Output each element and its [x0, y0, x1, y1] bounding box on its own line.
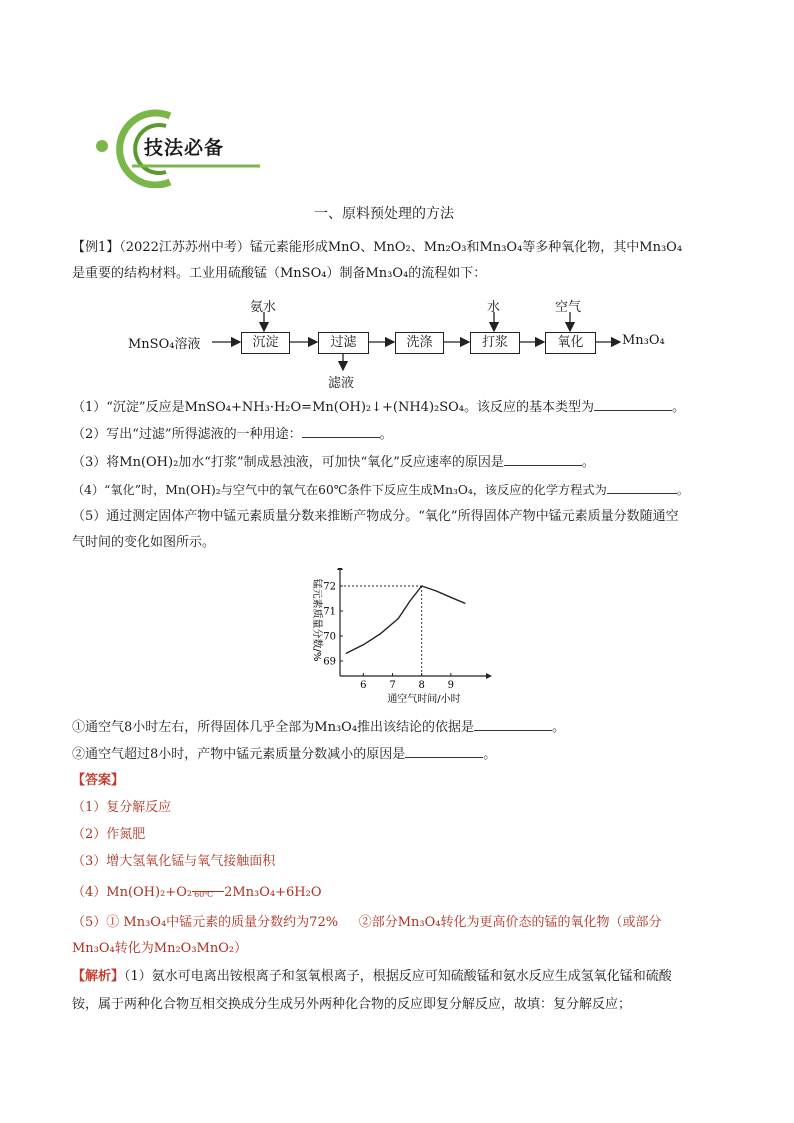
- answer-blank-6[interactable]: [405, 745, 483, 758]
- question-4: （4）“氧化”时，Mn(OH)₂与空气中的氧气在60℃条件下反应生成Mn₃O₄，该反应的化学方程式为 。: [72, 483, 689, 497]
- y-tick-label: 70: [323, 631, 336, 643]
- x-axis-label: 通空气时间/小时: [387, 694, 461, 705]
- answer-blank-1[interactable]: [594, 398, 672, 411]
- question-2: （2）写出“过滤”所得滤液的一种用途： 。: [72, 427, 393, 442]
- answer-1: （1）复分解反应: [72, 800, 172, 815]
- answer-label: 【答案】: [72, 773, 125, 788]
- x-tick-label: 8: [418, 680, 425, 691]
- example-tag: 【例1】: [72, 240, 120, 255]
- analysis-line-1: 【解析】（1）氨水可电离出铵根离子和氢氧根离子，根据反应可知硫酸锰和氨水反应生成氢氧化锰和硫酸: [72, 969, 672, 984]
- series-line: [346, 586, 466, 654]
- flow-step-wash: 洗涤: [395, 332, 444, 354]
- reaction-condition: 60℃: [194, 890, 214, 899]
- flow-input-ammonia: 氨水: [250, 300, 277, 315]
- flow-output-filtrate: 滤液: [328, 376, 355, 391]
- analysis-label: 【解析】: [72, 969, 125, 984]
- flow-step-oxidize: 氧化: [545, 332, 596, 354]
- flow-step-slurry: 打浆: [470, 332, 520, 354]
- chart-svg: [300, 568, 500, 708]
- answer-4: （4）Mn(OH)₂+O₂ 60℃ 2Mn₃O₄+6H₂O: [72, 884, 321, 902]
- y-tick-label: 71: [323, 606, 336, 618]
- answer-blank-2[interactable]: [302, 425, 380, 438]
- example-line-1: 【例1】（2022江苏苏州中考）锰元素能形成MnO、MnO₂、Mn₂O₃和Mn₃O₄等多种氧化物，其中Mn₃O₄: [72, 240, 683, 255]
- flow-diagram: [0, 290, 794, 390]
- y-tick-label: 69: [323, 656, 336, 668]
- analysis-line-2: 铵，属于两种化合物互相交换成分生成另外两种化合物的反应即复分解反应，故填：复分解反应；: [72, 997, 632, 1012]
- answer-blank-5[interactable]: [474, 718, 552, 731]
- question-1: （1）“沉淀”反应是MnSO₄+NH₃·H₂O=Mn(OH)₂↓+(NH4)₂SO₄。该反应的基本类型为 。: [72, 400, 686, 415]
- answer-5-line-2: Mn₃O₄转化为Mn₂O₃MnO₂）: [72, 941, 248, 956]
- question-5-line-2: 气时间的变化如图所示。: [72, 535, 216, 550]
- question-3: （3）将Mn(OH)₂加水“打浆”制成悬浊液，可加快“氧化”反应速率的原因是 。: [72, 455, 595, 470]
- x-tick-label: 9: [447, 680, 455, 691]
- answer-5-line-1: （5）① Mn₃O₄中锰元素的质量分数约为72% ②部分Mn₃O₄转化为更高价态的锰的氧化物（或部分: [72, 915, 662, 930]
- answer-2: （2）作氮肥: [72, 827, 146, 842]
- x-tick-label: 7: [389, 680, 396, 691]
- flow-input-water: 水: [487, 300, 501, 315]
- flow-input-air: 空气: [555, 300, 582, 315]
- section-title: 一、原料预处理的方法: [314, 206, 454, 222]
- y-axis-arrow: [337, 568, 343, 570]
- flow-end: Mn₃O₄: [622, 333, 665, 348]
- answer-blank-3[interactable]: [504, 453, 582, 466]
- mn-fraction-chart: [300, 568, 500, 708]
- sub-question-1: ①通空气8小时左右，所得固体几乎全部为Mn₃O₄推出该结论的依据是 。: [72, 720, 566, 735]
- y-tick-label: 72: [323, 581, 336, 593]
- sub-question-2: ②通空气超过8小时，产物中锰元素质量分数减小的原因是 。: [72, 747, 497, 762]
- answer-3: （3）增大氢氧化锰与氧气接触面积: [72, 854, 276, 869]
- flow-step-filter: 过滤: [318, 332, 369, 354]
- question-5-line-1: （5）通过测定固体产物中锰元素质量分数来推断产物成分。“氧化”所得固体产物中锰元素质量分数随通空: [72, 509, 679, 524]
- flow-step-precipitate: 沉淀: [241, 332, 290, 354]
- flow-start: MnSO₄溶液: [128, 337, 201, 352]
- example-line-2: 是重要的结构材料。工业用硫酸锰（MnSO₄）制备Mn₃O₄的流程如下：: [72, 266, 487, 281]
- header-title: 技法必备: [144, 137, 225, 159]
- y-axis-label: 锰元素质量分数/%: [311, 578, 322, 662]
- x-axis-arrow: [486, 673, 492, 679]
- answer-blank-4[interactable]: [607, 481, 677, 494]
- x-tick-label: 6: [360, 680, 367, 691]
